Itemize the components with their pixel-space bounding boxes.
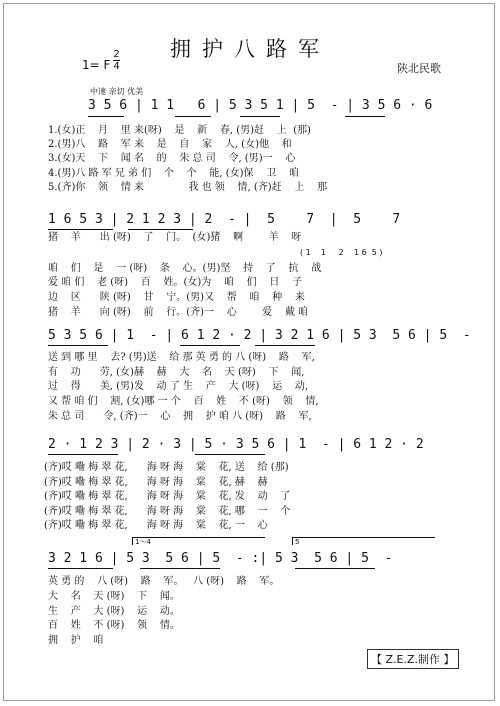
beam-r2b bbox=[128, 229, 193, 230]
lyric-r4-v4: (齐)哎 嘞 梅 翠 花, 海 呀 海 棠 花, 哪 一 个 bbox=[44, 506, 291, 517]
lyric-r4-v3: (齐)哎 嘞 梅 翠 花, 海 呀 海 棠 花, 发 动 了 bbox=[44, 491, 291, 502]
notes-row-1: 3 5 6 | 1 1 6 | 5 3 5 1 | 5 - | 3 5 6 · 6 bbox=[88, 98, 433, 113]
notes-row-2: 1 6 5 3 | 2 1 2 3 | 2 - | 5 7 | 5 7 bbox=[48, 212, 401, 227]
grace-notes: ( 1 1 2 1 6 5 ) bbox=[300, 248, 383, 257]
lyric-r4-v5: (齐)哎 嘞 梅 翠 花, 海 呀 海 棠 花, 一 心 bbox=[44, 520, 268, 531]
lyric-r1-v5: 5.(齐)你 领 情 来 我 也 领 情, (齐)赶 上 那 bbox=[48, 182, 328, 193]
lyric-r5-v5: 拥 护 咱 bbox=[48, 635, 104, 646]
lyric-r1-v1: 1.(女)正 月 里 来(呀) 是 新 春, (男)赶 上 (那) bbox=[48, 125, 311, 136]
volta-2: 5 bbox=[292, 537, 435, 545]
lyric-r5-v1: 英 勇 的 八 (呀) 路 军。 八 (呀) 路 军。 bbox=[48, 576, 280, 587]
lyric-r1-v4: 4.(男)八 路 军 兄 弟 们 个 个 能, (女)保 卫 咱 bbox=[48, 168, 299, 179]
beam-r2a bbox=[48, 229, 113, 230]
meter-bottom: 4 bbox=[113, 61, 120, 72]
volta-1: 1～4 bbox=[132, 537, 265, 545]
lyric-r1-v2: 2.(男)八 路 军 来 是 自 家 人, (女)他 和 bbox=[48, 139, 292, 150]
beam-r4a bbox=[48, 454, 118, 455]
tempo-marking: 中速 亲切 优美 bbox=[90, 87, 144, 96]
lyric-r3-v1: 送 到 哪 里 去? (男)送 给 那 英 勇 的 八 (呀) 路 军, bbox=[48, 352, 315, 363]
lyric-r3-v3: 过 得 美, (男)发 动 了 生 产 大 (呀) 运 动, bbox=[48, 381, 309, 392]
lyric-r2-v4: 边 区 陕 (呀) 甘 宁。(男)又 帮 咱 种 来 bbox=[48, 292, 305, 303]
lyric-r2-v1: 猪 羊 出 (呀) 了 门。 (女)猪 啊 羊 呀 bbox=[48, 232, 302, 243]
beam-r1d bbox=[345, 116, 385, 117]
beam-r3a bbox=[48, 345, 108, 346]
beam-r5c bbox=[295, 568, 375, 569]
lyric-r3-v5: 朱 总 司 令, (齐)一 心 拥 护 咱 八 (呀) 路 军, bbox=[48, 411, 312, 422]
notes-row-4: 2 · 1 2 3 | 2 · 3 | 5 · 3 5 6 | 1 - | 6 1 2 · 2 bbox=[48, 437, 424, 452]
lyric-r5-v2: 大 名 天 (呀) 下 闻。 bbox=[48, 591, 180, 602]
lyric-r3-v2: 有 功 劳, (女)赫 赫 大 名 天 (呀) 下 闻, bbox=[48, 367, 305, 378]
lyric-r1-v3: 3.(女)天 下 闻 名 的 朱 总 司 令, (男)一 心 bbox=[48, 153, 296, 164]
lyric-r3-v4: 又 帮 咱 们 割, (女)哪 一 个 百 姓 不 (呀) 领 情, bbox=[48, 396, 319, 407]
beam-r1a bbox=[88, 116, 124, 117]
meter-top: 2 bbox=[113, 49, 120, 60]
lyric-r5-v3: 生 产 大 (呀) 运 动。 bbox=[48, 606, 180, 617]
credit-label: 【 Z.E.Z.制作 】 bbox=[367, 649, 459, 669]
lyric-r4-v1: (齐)哎 嘞 梅 翠 花, 海 呀 海 棠 花, 送 给 (那) bbox=[44, 462, 289, 473]
lyric-r2-v5: 猪 羊 向 (呀) 前 行。(齐)一 心 爱 戴 咱 bbox=[48, 307, 309, 318]
notes-row-3: 5 3 5 6 | 1 - | 6 1 2 · 2 | 3 2 1 6 | 5 3 5 6 | 5 - bbox=[48, 328, 471, 343]
lyric-r2-v3: 爱 咱 们 老 (呀) 百 姓。(女)为 咱 们 日 子 bbox=[48, 277, 303, 288]
lyric-r5-v4: 百 姓 不 (呀) 领 情。 bbox=[48, 620, 180, 631]
attribution: 陕北民歌 bbox=[397, 62, 441, 75]
beam-r3b bbox=[180, 345, 240, 346]
beam-r4b bbox=[195, 454, 265, 455]
beam-r5b bbox=[140, 568, 220, 569]
beam-r1c bbox=[240, 116, 280, 117]
lyric-r4-v2: (齐)哎 嘞 梅 翠 花, 海 呀 海 棠 花, 赫 赫 bbox=[44, 477, 268, 488]
beam-r1b bbox=[175, 116, 211, 117]
time-signature bbox=[113, 50, 120, 71]
beam-r5a bbox=[48, 568, 113, 569]
song-title: 拥护八路军 bbox=[170, 37, 330, 61]
key-signature: 1= F bbox=[82, 58, 111, 72]
lyric-r2-v2: 咱 们 是 一 (呀) 条 心。(男)坚 持 了 抗 战 bbox=[48, 263, 322, 274]
notes-row-5: 3 2 1 6 | 5 3 5 6 | 5 - :| 5 3 5 6 | 5 - bbox=[48, 551, 393, 566]
beam-r3c bbox=[255, 345, 315, 346]
